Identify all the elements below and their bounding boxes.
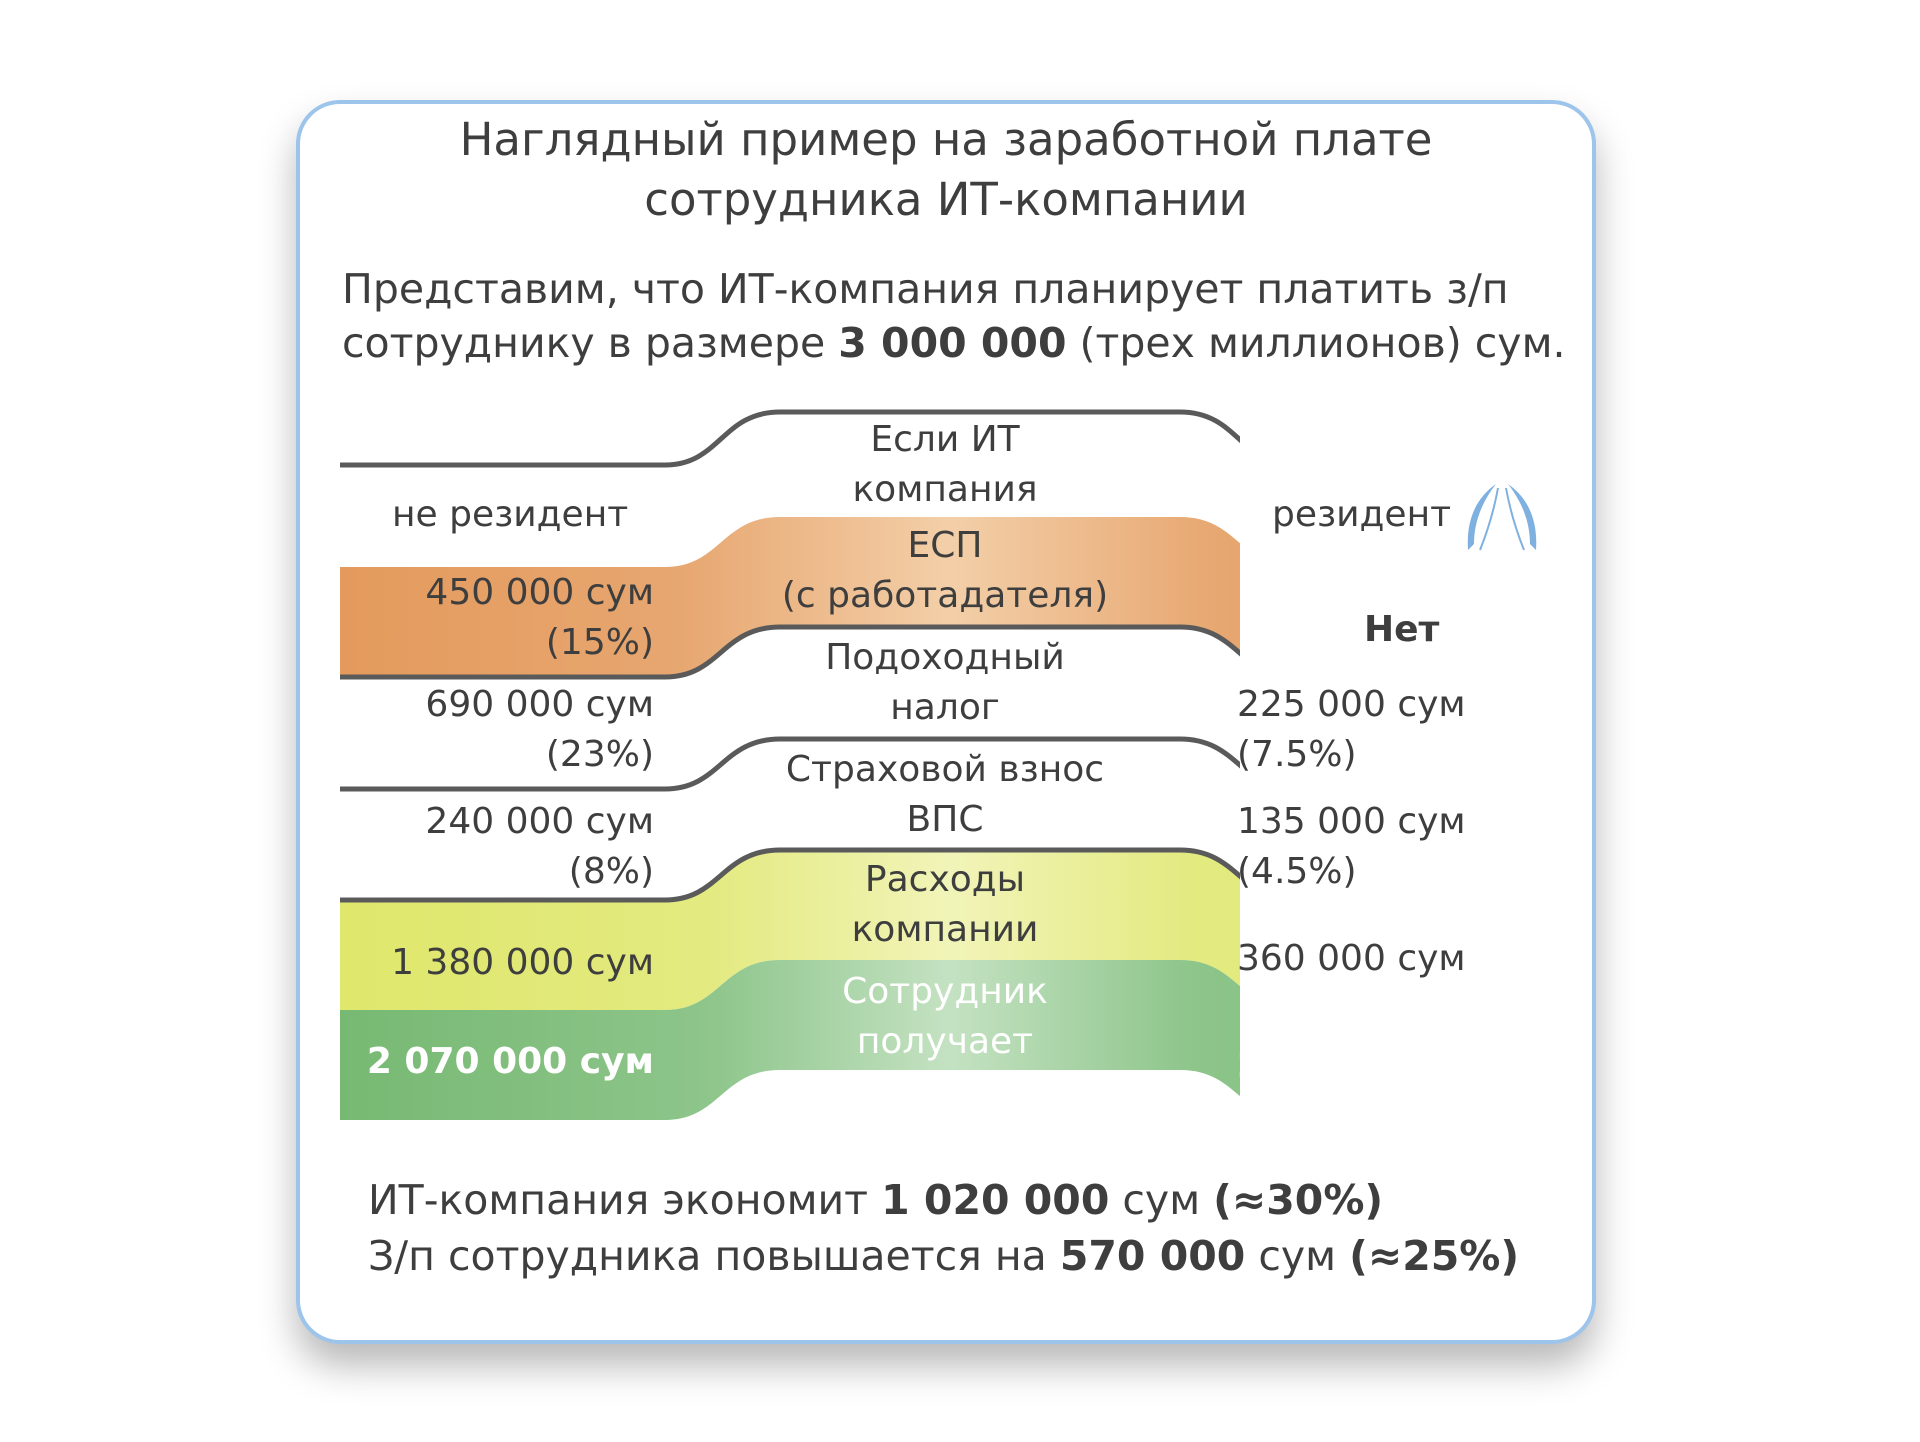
summary-1-prefix: ИТ-компания экономит	[368, 1176, 882, 1224]
company-costs-center-label	[725, 855, 1165, 955]
employee-left-value: 2 070 000 сум	[366, 1041, 654, 1082]
income-tax-center-label	[725, 633, 1165, 733]
summary-2-percent: (≈25%)	[1349, 1232, 1520, 1280]
intro-amount: 3 000 000	[838, 319, 1067, 367]
header-resident: резидент	[1272, 494, 1452, 535]
insurance-center-line-2: ВПС	[906, 799, 984, 840]
header-center-line-2: компания	[852, 469, 1038, 510]
esp-center-label	[725, 521, 1165, 621]
title-line-1: Наглядный пример на заработной плате	[459, 113, 1433, 166]
esp-left-line-1: 450 000 сум	[425, 572, 654, 613]
esp-center-line-1: ЕСП	[907, 525, 983, 566]
header-non-resident: не резидент	[392, 494, 629, 535]
employee-center-label	[725, 967, 1165, 1067]
insurance-left-line-2: (8%)	[568, 851, 654, 892]
intro-prefix: сотруднику в размере	[342, 319, 839, 367]
income-tax-center-line-1: Подоходный	[825, 637, 1065, 678]
summary-2-amount: 570 000	[1059, 1232, 1246, 1280]
income-tax-left-value	[425, 680, 654, 780]
income-tax-center-line-2: налог	[890, 687, 1000, 728]
intro-suffix: (трех миллионов) сум.	[1066, 319, 1566, 367]
insurance-center-label	[725, 745, 1165, 845]
summary-2-mid: сум	[1245, 1232, 1350, 1280]
insurance-right-line-2: (4.5%)	[1237, 851, 1357, 892]
summary-2-prefix: З/п сотрудника повышается на	[368, 1232, 1060, 1280]
income-tax-left-line-1: 690 000 сум	[425, 684, 654, 725]
esp-left-value	[425, 568, 654, 668]
header-center-line-1: Если ИТ	[870, 419, 1020, 460]
income-tax-left-line-2: (23%)	[545, 734, 654, 775]
insurance-right-line-1: 135 000 сум	[1237, 801, 1466, 842]
summary-text	[368, 1172, 1519, 1284]
intro-line-1: Представим, что ИТ-компания планирует платить з/п	[342, 265, 1509, 313]
esp-left-line-2: (15%)	[545, 622, 654, 663]
header-center	[725, 415, 1165, 515]
title-line-2: сотрудника ИТ-компании	[644, 173, 1248, 226]
twin-arc-logo-icon	[1458, 480, 1546, 556]
company-costs-right-value: 360 000 сум	[1237, 938, 1466, 979]
employee-right-value: 2 640 000 сум	[1237, 1045, 1525, 1086]
esp-right-value: Нет	[1364, 609, 1440, 650]
insurance-left-value	[425, 797, 654, 897]
esp-center-line-2: (с работадателя)	[781, 575, 1109, 616]
summary-1-amount: 1 020 000	[881, 1176, 1110, 1224]
summary-1-percent: (≈30%)	[1213, 1176, 1384, 1224]
insurance-center-line-1: Страховой взнос	[785, 749, 1105, 790]
summary-line-2	[368, 1228, 1519, 1284]
company-costs-center-line-2: компании	[851, 909, 1039, 950]
employee-center-line-1: Сотрудник	[842, 971, 1048, 1012]
income-tax-right-line-1: 225 000 сум	[1237, 684, 1466, 725]
company-costs-left-value: 1 380 000 сум	[391, 942, 654, 983]
company-costs-center-line-1: Расходы	[864, 859, 1026, 900]
employee-center-line-2: получает	[856, 1021, 1034, 1062]
income-tax-right-line-2: (7.5%)	[1237, 734, 1357, 775]
summary-line-1	[368, 1172, 1519, 1228]
summary-1-mid: сум	[1109, 1176, 1214, 1224]
insurance-right-value	[1237, 797, 1466, 897]
income-tax-right-value	[1237, 680, 1466, 780]
insurance-left-line-1: 240 000 сум	[425, 801, 654, 842]
